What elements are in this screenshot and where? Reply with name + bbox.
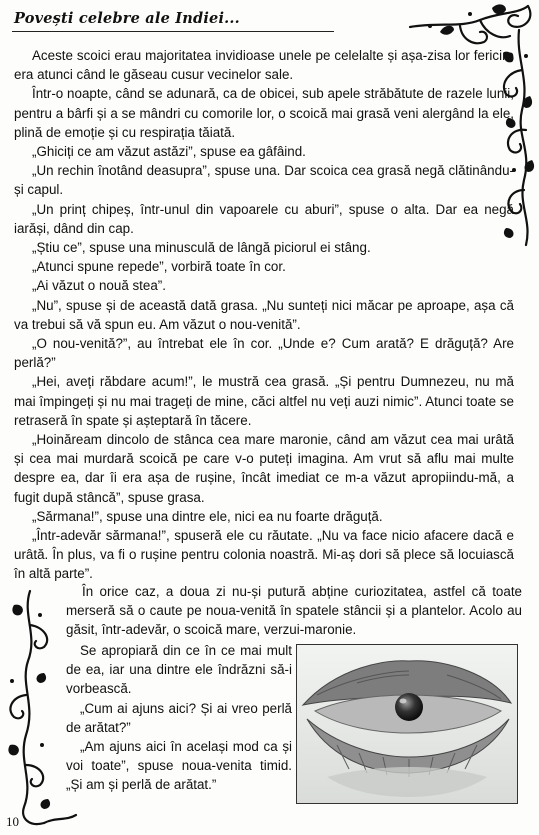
paragraph: „Am ajuns aici în același mod ca și voi toate”, spuse noua-venita timid. „Și am și perlă de arătat.” — [66, 739, 292, 793]
page-number: 10 — [6, 814, 19, 829]
lower-text — [66, 582, 522, 640]
paragraph: „Cum ai ajuns aici? Și ai vreo perlă de arătat?” — [66, 700, 292, 735]
paragraph: Aceste scoici erau majoritatea invidioase unele pe celelalte și așa-zisa lor fericire era atunci când le găseau cusur vecinelor sale. — [14, 48, 514, 83]
narrow-text — [66, 641, 292, 795]
paragraph: „Ghiciți ce am văzut astăzi”, spuse ea gâfâind. — [32, 144, 306, 160]
paragraph: „Într-adevăr sărmana!”, spuseră ele cu răutate. „Nu va face nicio afacere dacă e urâtă. În plus, va fi o rușine pentru colonia noastră. Mi-aș dori să plece să locuiască în altă parte”. — [14, 528, 514, 582]
paragraph: „Atunci spune repede”, vorbiră toate în cor. — [32, 259, 286, 275]
main-text — [14, 46, 514, 584]
oyster-pearl-illustration — [296, 644, 518, 804]
paragraph: „Un prinț chipeș, într-unul din vapoarele cu aburi”, spuse o alta. Dar ea negă iarăși, dând din cap. — [14, 201, 514, 236]
paragraph: În orice caz, a doua zi nu-și putură abține curiozitatea, astfel că toate merseră să o caute pe noua-venită în spatele stâncii și a plantelor. Acolo au găsit, într-adevăr, o scoică mare, verzui-maronie. — [66, 584, 522, 638]
paragraph: „Știu ce”, spuse una minusculă de lângă piciorul ei stâng. — [32, 240, 371, 256]
paragraph: Într-o noapte, când se adunară, ca de obicei, sub apele străbătute de razele lunii, pentru a bârfi și a se mândri cu comorile lor, o scoică mai grasă veni alergând la ele, plină de emoție și cu respirația tăiată. — [14, 86, 514, 140]
header-rule — [12, 31, 334, 32]
paragraph: „Hei, aveți răbdare acum!”, le mustră cea grasă. „Și pentru Dumnezeu, nu mă mai împingeți și nu mai trageți de mine, căci altfel nu veți auzi nimic”. Atunci toate se retraseră în spate și așteptară în tăcere. — [14, 374, 514, 428]
header-title: Povești celebre ale Indiei... — [14, 10, 240, 27]
paragraph: „Un rechin înotând deasupra”, spuse una. Dar scoica cea grasă negă clătinându-și capul. — [14, 163, 514, 198]
paragraph: Se apropiară din ce în ce mai mult de ea, iar una dintre ele îndrăzni să-i vorbească. — [66, 643, 292, 697]
running-header — [8, 4, 338, 34]
paragraph: „Hoinăream dincolo de stânca cea mare maronie, când am văzut cea mai urâtă și cea mai murdară scoică pe care v-o puteți imagina. Am vrut să aflu mai multe despre ea, dar îi era așa de rușine, încât imediat ce m-a văzut apropiindu-mă, a fugit după stâncă”, spuse grasa. — [14, 432, 514, 505]
paragraph: „Ai văzut o nouă stea”. — [32, 278, 166, 294]
paragraph: „Sărmana!”, spuse una dintre ele, nici ea nu foarte drăguță. — [32, 508, 383, 524]
paragraph: „O nou-venită?”, au întrebat ele în cor. „Unde e? Cum arată? E drăguță? Are perlă?” — [14, 336, 514, 371]
paragraph: „Nu”, spuse și de această dată grasa. „Nu sunteți nici măcar pe aproape, așa că va trebui să vă spun eu. Am văzut o nou-venită”. — [14, 297, 514, 332]
